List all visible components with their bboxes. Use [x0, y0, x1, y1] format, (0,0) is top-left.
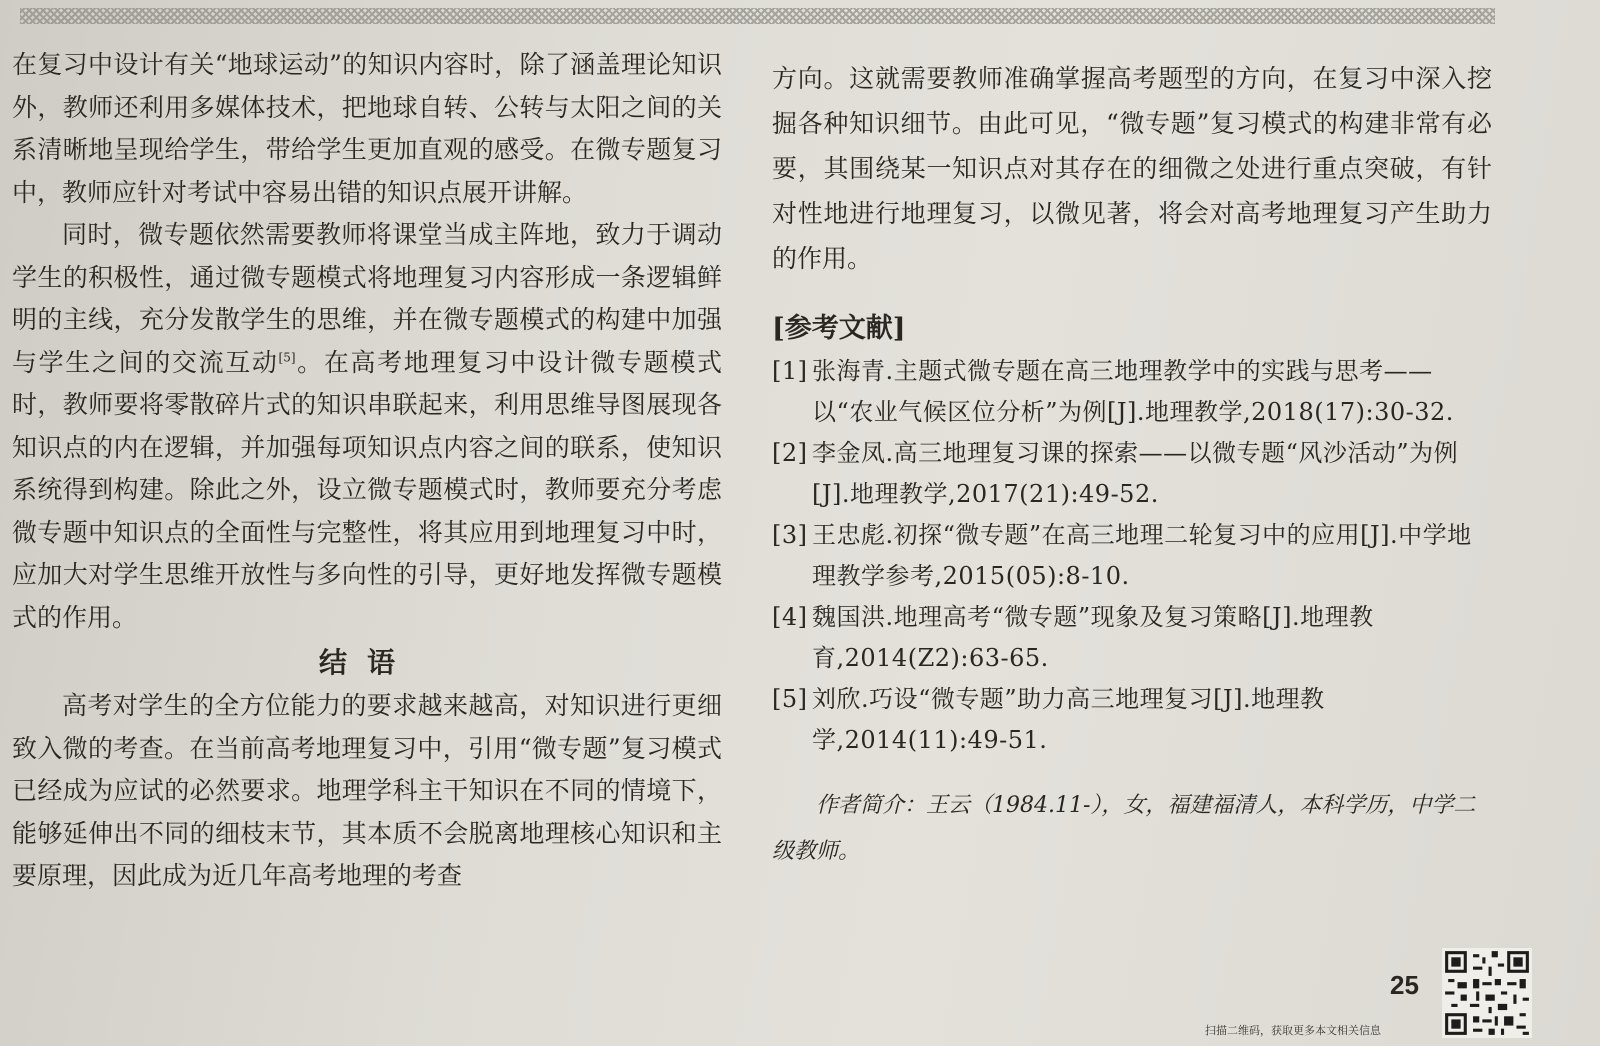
reference-item: [772, 433, 1492, 515]
references-title: [参考文献]: [772, 313, 906, 344]
references-list: [772, 351, 1492, 761]
author-bio: 作者简介：王云（1984.11-），女，福建福清人，本科学历，中学二级教师。: [772, 793, 1476, 864]
reference-text: 魏国洪.地理高考“微专题”现象及复习策略[J].地理教育,2014(Z2):63-65.: [812, 603, 1374, 672]
reference-text: 刘欣.巧设“微专题”助力高三地理复习[J].地理教学,2014(11):49-51.: [812, 685, 1325, 754]
left-column: [12, 44, 722, 898]
right-paragraph-1: 方向。这就需要教师准确掌握高考题型的方向，在复习中深入挖掘各种知识细节。由此可见，“微专题”复习模式的构建非常有必要，其围绕某一知识点对其存在的细微之处进行重点突破，有针对性地进行地理复习，以微见著，将会对高考地理复习产生助力的作用。: [772, 64, 1492, 273]
reference-item: [772, 515, 1492, 597]
page-number: 25: [1390, 970, 1419, 1000]
left-paragraph-3: 高考对学生的全方位能力的要求越来越高，对知识进行更细致入微的考查。在当前高考地理复习中，引用“微专题”复习模式已经成为应试的必然要求。地理学科主干知识在不同的情境下，能够延伸出不同的细枝末节，其本质不会脱离地理核心知识和主要原理，因此成为近几年高考地理的考查: [12, 691, 722, 890]
reference-number: [2]: [772, 439, 808, 467]
section-heading: 结语: [318, 646, 415, 679]
reference-number: [4]: [772, 603, 808, 631]
reference-text: 王忠彪.初探“微专题”在高三地理二轮复习中的应用[J].中学地理教学参考,2015(05):8-10.: [812, 521, 1472, 590]
reference-text: 李金凤.高三地理复习课的探索——以微专题“风沙活动”为例[J].地理教学,2017(21):49-52.: [812, 439, 1459, 508]
left-paragraph-2-part-b: 。在高考地理复习中设计微专题模式时，教师要将零散碎片式的知识串联起来，利用思维导图展现各知识点的内在逻辑，并加强每项知识点内容之间的联系，使知识系统得到构建。除此之外，设立微专题模式时，教师要充分考虑微专题中知识点的全面性与完整性，将其应用到地理复习中时，应加大对学生思维开放性与多向性的引导，更好地发挥微专题模式的作用。: [12, 347, 722, 632]
right-column: [772, 56, 1492, 875]
reference-number: [1]: [772, 357, 808, 385]
qr-caption: 扫描二维码，获取更多本文相关信息: [1205, 1025, 1381, 1037]
qr-code-icon[interactable]: [1442, 948, 1532, 1038]
reference-text: 张海青.主题式微专题在高三地理教学中的实践与思考——以“农业气候区位分析”为例[J].地理教学,2018(17):30-32.: [812, 357, 1454, 426]
reference-item: [772, 679, 1492, 761]
reference-item: [772, 351, 1492, 433]
reference-number: [3]: [772, 521, 808, 549]
reference-number: [5]: [772, 685, 808, 713]
left-paragraph-2-part-a: 同时，微专题依然需要教师将课堂当成主阵地，致力于调动学生的积极性，通过微专题模式将地理复习内容形成一条逻辑鲜明的主线，充分发散学生的思维，并在微专题模式的构建中加强与学生之间的交流互动: [12, 220, 722, 377]
decorative-top-border: [20, 8, 1495, 24]
citation-superscript: [5]: [278, 350, 296, 365]
left-paragraph-1: 在复习中设计有关“地球运动”的知识内容时，除了涵盖理论知识外，教师还利用多媒体技术，把地球自转、公转与太阳之间的关系清晰地呈现给学生，带给学生更加直观的感受。在微专题复习中，教师应针对考试中容易出错的知识点展开讲解。: [12, 50, 722, 207]
reference-item: [772, 597, 1492, 679]
left-paragraph-2: [12, 214, 722, 639]
